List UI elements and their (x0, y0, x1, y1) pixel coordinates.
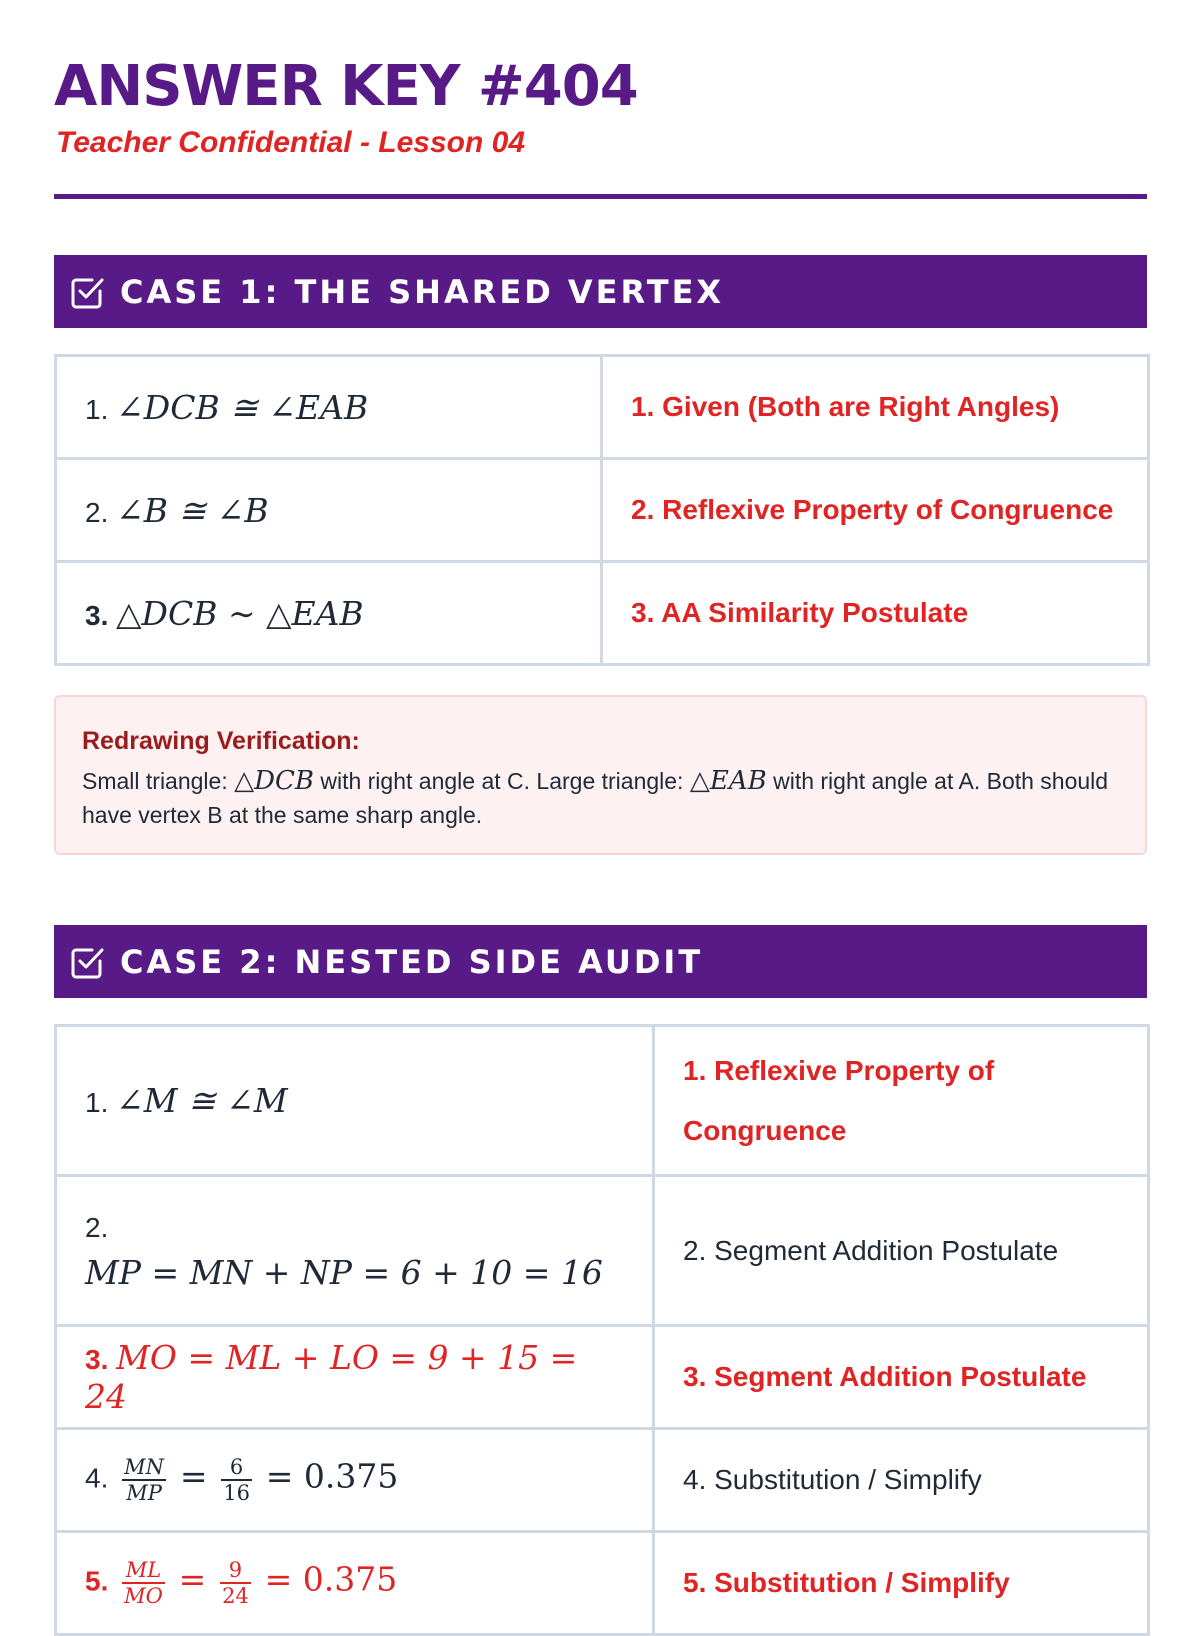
reason-text: 1. Given (Both are Right Angles) (631, 391, 1060, 422)
statement-result: = 0.375 (264, 1559, 398, 1599)
statement-cell: 3. △DCB ∼ △EAB (56, 562, 602, 665)
table-row (56, 459, 1149, 562)
case-2-proof-table (54, 1024, 1150, 1636)
reason-cell (654, 1429, 1149, 1532)
case-2-header (54, 925, 1147, 998)
fraction: $\frac{9}{24}$ (222, 1558, 249, 1608)
reason-cell (602, 356, 1149, 459)
page-title: ANSWER KEY #404 (54, 54, 638, 119)
page-subtitle: Teacher Confidential - Lesson 04 (56, 126, 525, 159)
reason-cell (602, 459, 1149, 562)
reason-text: 3. Segment Addition Postulate (683, 1361, 1087, 1392)
statement-cell: 2. ∠B ≅ ∠B (56, 459, 602, 562)
reason-text: 2. Reflexive Property of Congruence (631, 494, 1114, 525)
statement-cell: 3. MO = ML + LO = 9 + 15 = 24 (56, 1326, 654, 1429)
case-2-title: CASE 2: NESTED SIDE AUDIT (120, 942, 704, 981)
table-row (56, 562, 1149, 665)
reason-text: 3. AA Similarity Postulate (631, 597, 969, 628)
reason-cell (654, 1532, 1149, 1635)
table-row (56, 1176, 1149, 1326)
checkbox-checked-icon (70, 944, 106, 980)
checkbox-checked-icon (70, 274, 106, 310)
table-row (56, 1532, 1149, 1635)
table-row (56, 356, 1149, 459)
statement-math: △DCB ∼ △EAB (116, 593, 364, 633)
statement-result: = 0.375 (265, 1456, 399, 1496)
case-1-proof-table (54, 354, 1150, 666)
statement-math: ∠B ≅ ∠B (116, 490, 269, 530)
case-1-header (54, 255, 1147, 328)
statement-cell: 4. $\frac{MN}{MP}$ = $\frac{6}{16}$ = 0.375 (56, 1429, 654, 1532)
case-1-title: CASE 1: THE SHARED VERTEX (120, 272, 725, 311)
verification-text: Small triangle: △DCB with right angle at C. Large triangle: △EAB with right angle at A. Both should have vertex B at the same sharp angle. (82, 766, 1109, 828)
table-row (56, 1026, 1149, 1176)
fraction: $\frac{6}{16}$ (223, 1455, 250, 1505)
reason-cell (654, 1176, 1149, 1326)
fraction: $\frac{ML}{MO}$ (124, 1558, 163, 1608)
reason-text: 5. Substitution / Simplify (683, 1567, 1010, 1598)
statement-math: MO = ML + LO = 9 + 15 = 24 (85, 1338, 578, 1416)
reason-text: 4. Substitution / Simplify (683, 1464, 982, 1495)
statement-cell: 1. ∠DCB ≅ ∠EAB (56, 356, 602, 459)
statement-math: MP = MN + NP = 6 + 10 = 16 (85, 1252, 603, 1292)
statement-cell: 2. MP = MN + NP = 6 + 10 = 16 (56, 1176, 654, 1326)
redrawing-verification-note (54, 695, 1147, 855)
reason-cell (602, 562, 1149, 665)
title-divider (54, 194, 1147, 199)
table-row (56, 1429, 1149, 1532)
reason-cell (654, 1026, 1149, 1176)
reason-text: 1. Reflexive Property of Congruence (683, 1054, 995, 1146)
statement-math: ∠M ≅ ∠M (116, 1081, 288, 1120)
statement-cell: 1. ∠M ≅ ∠M (56, 1026, 654, 1176)
table-row (56, 1326, 1149, 1429)
reason-text: 2. Segment Addition Postulate (683, 1234, 1059, 1266)
verification-title: Redrawing Verification: (82, 727, 360, 755)
reason-cell (654, 1326, 1149, 1429)
statement-cell: 5. $\frac{ML}{MO}$ = $\frac{9}{24}$ = 0.375 (56, 1532, 654, 1635)
fraction: $\frac{MN}{MP}$ (124, 1455, 165, 1505)
statement-math: ∠DCB ≅ ∠EAB (116, 387, 369, 427)
